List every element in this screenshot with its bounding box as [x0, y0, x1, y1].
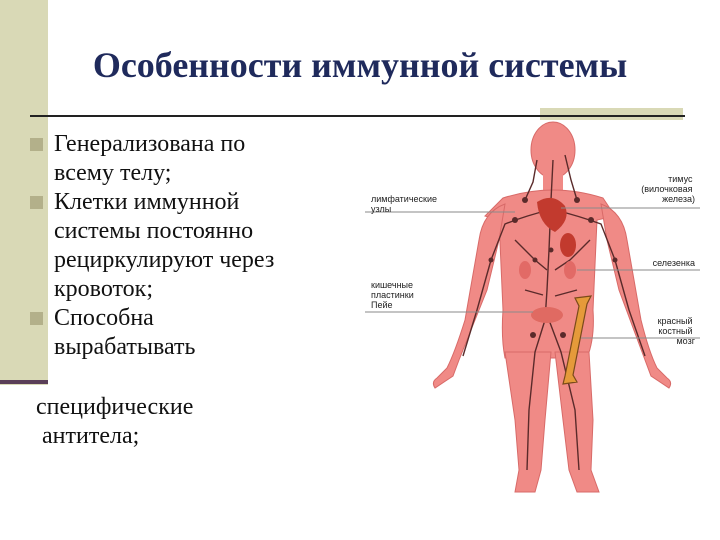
- bullet-line: кровоток;: [54, 276, 154, 302]
- label-line: лимфатические: [371, 194, 437, 204]
- slide-title: Особенности иммунной системы: [92, 45, 628, 85]
- bullet-line: Способна: [54, 305, 154, 331]
- label-line: костный: [658, 326, 693, 336]
- bullet-line: вырабатывать: [54, 334, 196, 360]
- bullet-list: [28, 130, 348, 362]
- continuation-line: антитела;: [42, 423, 140, 449]
- bullet-square-icon: [30, 312, 43, 325]
- bullet-continuation: [36, 393, 193, 451]
- label-line: мозг: [676, 336, 695, 346]
- title-rule: [30, 115, 685, 117]
- bullet-item: [28, 304, 348, 362]
- bullet-line: рециркулируют через: [54, 247, 275, 273]
- bullet-item: [28, 130, 348, 188]
- body-illustration: [365, 120, 700, 504]
- label-peyer-patches: [371, 280, 416, 310]
- kidney-right-shape: [564, 261, 576, 279]
- spleen-shape: [560, 233, 576, 257]
- bullet-line: системы постоянно: [54, 218, 254, 244]
- immune-system-figure: [365, 120, 700, 504]
- bullet-square-icon: [30, 196, 43, 209]
- top-decor-bar: [540, 108, 683, 120]
- kidney-left-shape: [519, 261, 531, 279]
- continuation-line: специфические: [36, 394, 194, 420]
- bullet-square-icon: [30, 138, 43, 151]
- label-lymph-nodes: [371, 194, 440, 214]
- left-decor-shadow: [0, 380, 48, 384]
- label-line: красный: [657, 316, 693, 326]
- bullet-line: всему телу;: [54, 160, 172, 186]
- label-line: селезенка: [652, 258, 695, 268]
- label-line: тимус: [668, 174, 693, 184]
- bullet-line: Генерализована по: [54, 131, 246, 157]
- label-line: железа): [662, 194, 695, 204]
- intestine-shape: [531, 307, 563, 323]
- label-line: пластинки: [371, 290, 414, 300]
- label-line: узлы: [371, 204, 392, 214]
- label-line: (вилочковая: [641, 184, 693, 194]
- label-spleen: [653, 258, 695, 268]
- label-bone-marrow: [658, 316, 696, 346]
- label-thymus: [641, 174, 695, 204]
- label-line: кишечные: [371, 280, 414, 290]
- label-line: Пейе: [371, 300, 393, 310]
- bullet-line: Клетки иммунной: [54, 189, 240, 215]
- bullet-item: [28, 188, 348, 304]
